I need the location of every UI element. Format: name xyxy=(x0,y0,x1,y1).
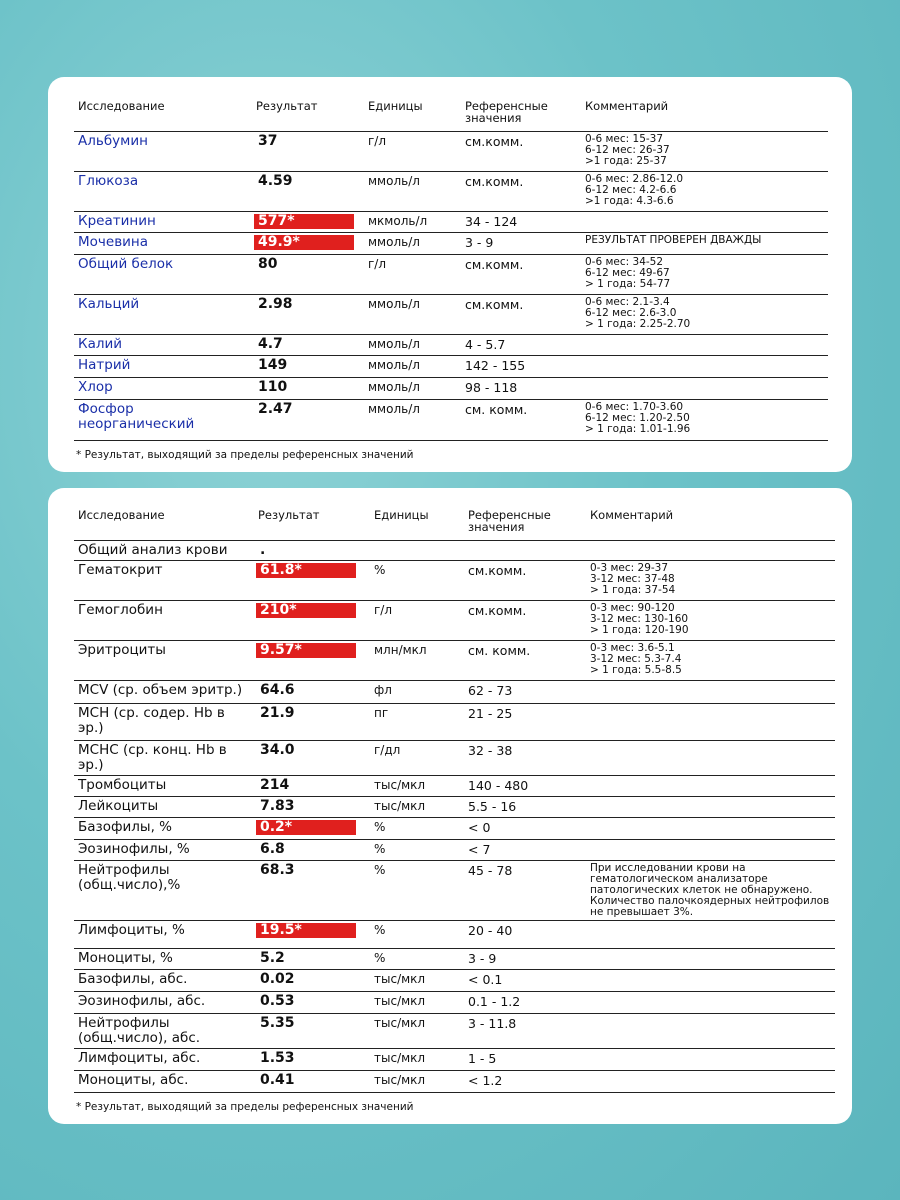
reference-range: см.комм. xyxy=(464,600,586,640)
biochemistry-table xyxy=(74,97,828,441)
result-value xyxy=(252,377,364,399)
reference-range: 98 - 118 xyxy=(461,377,581,399)
result-text: 7.83 xyxy=(260,797,295,814)
units: ммоль/л xyxy=(364,399,461,440)
test-name: Креатинин xyxy=(74,211,252,232)
header-ref: Референсные значения xyxy=(464,506,586,540)
result-text: 68.3 xyxy=(260,861,295,878)
result-text: 5.35 xyxy=(260,1014,295,1031)
result-value xyxy=(254,703,370,740)
units: ммоль/л xyxy=(364,334,461,355)
comment: 0-6 мес: 34-52 6-12 мес: 49-67 > 1 года: 54-77 xyxy=(581,254,828,294)
reference-range: 34 - 124 xyxy=(461,211,581,232)
comment xyxy=(586,969,835,991)
table-row xyxy=(74,560,835,600)
units: ммоль/л xyxy=(364,232,461,254)
test-name: Лейкоциты xyxy=(74,796,254,817)
units: мкмоль/л xyxy=(364,211,461,232)
table-row xyxy=(74,969,835,991)
reference-range: < 7 xyxy=(464,839,586,860)
result-text: 149 xyxy=(258,356,288,373)
flagged-result: 9.57* xyxy=(256,643,356,658)
reference-range: см.комм. xyxy=(461,171,581,211)
reference-range: < 0 xyxy=(464,817,586,839)
comment xyxy=(586,920,835,948)
reference-range: 3 - 11.8 xyxy=(464,1013,586,1048)
reference-range: см. комм. xyxy=(461,399,581,440)
table-row xyxy=(74,131,828,171)
flagged-result: 577* xyxy=(254,214,354,229)
table-row xyxy=(74,232,828,254)
table-row xyxy=(74,920,835,948)
header-units: Единицы xyxy=(364,97,461,131)
comment xyxy=(581,355,828,377)
comment xyxy=(586,839,835,860)
units: фл xyxy=(370,680,464,703)
comment xyxy=(586,540,835,560)
test-name: Натрий xyxy=(74,355,252,377)
result-value xyxy=(252,131,364,171)
comment: РЕЗУЛЬТАТ ПРОВЕРЕН ДВАЖДЫ xyxy=(581,232,828,254)
footnote: * Результат, выходящий за пределы референсных значений xyxy=(76,449,414,461)
comment xyxy=(586,703,835,740)
reference-range: 1 - 5 xyxy=(464,1048,586,1070)
units: г/л xyxy=(370,600,464,640)
units: тыс/мкл xyxy=(370,796,464,817)
test-name: Базофилы, абс. xyxy=(74,969,254,991)
reference-range: см. комм. xyxy=(464,640,586,680)
test-name: Моноциты, % xyxy=(74,948,254,969)
flagged-result: 19.5* xyxy=(256,923,356,938)
comment: 0-6 мес: 1.70-3.60 6-12 мес: 1.20-2.50 > 1 года: 1.01-1.96 xyxy=(581,399,828,440)
comment: 0-6 мес: 2.1-3.4 6-12 мес: 2.6-3.0 > 1 года: 2.25-2.70 xyxy=(581,294,828,334)
header-name: Исследование xyxy=(74,97,252,131)
comment xyxy=(586,680,835,703)
test-name: Общий белок xyxy=(74,254,252,294)
test-name: Общий анализ крови xyxy=(74,540,254,560)
test-name: Моноциты, абс. xyxy=(74,1070,254,1092)
result-value xyxy=(252,294,364,334)
test-name: MCHC (ср. конц. Hb в эр.) xyxy=(74,740,254,775)
result-text: 0.53 xyxy=(260,992,295,1009)
reference-range: < 0.1 xyxy=(464,969,586,991)
result-value xyxy=(252,254,364,294)
units: ммоль/л xyxy=(364,171,461,211)
result-value xyxy=(252,211,364,232)
comment xyxy=(581,377,828,399)
test-name: Базофилы, % xyxy=(74,817,254,839)
table-header xyxy=(74,97,828,131)
table-row xyxy=(74,600,835,640)
test-name: MCH (ср. содер. Hb в эр.) xyxy=(74,703,254,740)
result-value xyxy=(252,334,364,355)
test-name: Нейтрофилы (общ.число),% xyxy=(74,860,254,920)
reference-range: 32 - 38 xyxy=(464,740,586,775)
result-value xyxy=(254,920,370,948)
result-value xyxy=(254,540,370,560)
test-name: Тромбоциты xyxy=(74,775,254,796)
table-row xyxy=(74,839,835,860)
units: % xyxy=(370,860,464,920)
units: тыс/мкл xyxy=(370,775,464,796)
units: млн/мкл xyxy=(370,640,464,680)
header-result: Результат xyxy=(252,97,364,131)
test-name: Калий xyxy=(74,334,252,355)
header-comment: Комментарий xyxy=(581,97,828,131)
reference-range: 20 - 40 xyxy=(464,920,586,948)
result-text: 2.47 xyxy=(258,400,293,417)
result-value xyxy=(254,969,370,991)
result-value xyxy=(254,680,370,703)
header-ref: Референсные значения xyxy=(461,97,581,131)
table-row xyxy=(74,171,828,211)
table-row xyxy=(74,377,828,399)
result-text: 2.98 xyxy=(258,295,293,312)
test-name: Хлор xyxy=(74,377,252,399)
reference-range: < 1.2 xyxy=(464,1070,586,1092)
result-text: 5.2 xyxy=(260,949,285,966)
table-row xyxy=(74,1048,835,1070)
table-row xyxy=(74,355,828,377)
result-text: 0.02 xyxy=(260,970,295,987)
table-row xyxy=(74,680,835,703)
table-row xyxy=(74,775,835,796)
result-text: 214 xyxy=(260,776,290,793)
result-value xyxy=(254,839,370,860)
test-name: Эозинофилы, абс. xyxy=(74,991,254,1013)
units: % xyxy=(370,920,464,948)
result-value xyxy=(252,171,364,211)
comment xyxy=(586,775,835,796)
comment xyxy=(586,1070,835,1092)
comment xyxy=(586,948,835,969)
table-row xyxy=(74,294,828,334)
table-row xyxy=(74,817,835,839)
comment: 0-3 мес: 29-37 3-12 мес: 37-48 > 1 года: 37-54 xyxy=(586,560,835,600)
reference-range: см.комм. xyxy=(461,294,581,334)
result-value xyxy=(254,948,370,969)
units: тыс/мкл xyxy=(370,1070,464,1092)
result-value xyxy=(254,1070,370,1092)
result-value xyxy=(254,860,370,920)
flagged-result: 49.9* xyxy=(254,235,354,250)
table-row xyxy=(74,254,828,294)
table-row xyxy=(74,740,835,775)
test-name: Эритроциты xyxy=(74,640,254,680)
comment xyxy=(581,211,828,232)
result-value xyxy=(252,355,364,377)
comment: 0-6 мес: 2.86-12.0 6-12 мес: 4.2-6.6 >1 года: 4.3-6.6 xyxy=(581,171,828,211)
comment xyxy=(581,334,828,355)
table-row xyxy=(74,796,835,817)
header-units: Единицы xyxy=(370,506,464,540)
units: тыс/мкл xyxy=(370,1048,464,1070)
comment xyxy=(586,740,835,775)
table-row xyxy=(74,1070,835,1092)
table-row xyxy=(74,703,835,740)
reference-range: см.комм. xyxy=(461,131,581,171)
units: тыс/мкл xyxy=(370,969,464,991)
test-name: Глюкоза xyxy=(74,171,252,211)
units: ммоль/л xyxy=(364,294,461,334)
table-row xyxy=(74,991,835,1013)
units: % xyxy=(370,948,464,969)
blood-test-table xyxy=(74,506,835,1093)
biochemistry-card xyxy=(48,77,852,472)
reference-range: см.комм. xyxy=(461,254,581,294)
result-text: 0.41 xyxy=(260,1071,295,1088)
result-value xyxy=(254,1013,370,1048)
test-name: Мочевина xyxy=(74,232,252,254)
result-value xyxy=(254,600,370,640)
result-value xyxy=(254,991,370,1013)
result-value xyxy=(254,560,370,600)
reference-range: 0.1 - 1.2 xyxy=(464,991,586,1013)
reference-range: см.комм. xyxy=(464,560,586,600)
blood-test-card xyxy=(48,488,852,1124)
test-name: Альбумин xyxy=(74,131,252,171)
table-header xyxy=(74,506,835,540)
header-name: Исследование xyxy=(74,506,254,540)
comment xyxy=(586,1013,835,1048)
comment xyxy=(586,991,835,1013)
table-row xyxy=(74,334,828,355)
reference-range: 62 - 73 xyxy=(464,680,586,703)
units: тыс/мкл xyxy=(370,991,464,1013)
reference-range: 4 - 5.7 xyxy=(461,334,581,355)
test-name: Фосфор неорганический xyxy=(74,399,252,440)
result-value xyxy=(254,1048,370,1070)
test-name: Эозинофилы, % xyxy=(74,839,254,860)
test-name: Лимфоциты, % xyxy=(74,920,254,948)
reference-range: 3 - 9 xyxy=(464,948,586,969)
result-value xyxy=(254,740,370,775)
flagged-result: 0.2* xyxy=(256,820,356,835)
units: г/дл xyxy=(370,740,464,775)
comment xyxy=(586,817,835,839)
test-name: Кальций xyxy=(74,294,252,334)
units xyxy=(370,540,464,560)
table-row xyxy=(74,1013,835,1048)
table-row xyxy=(74,211,828,232)
reference-range: 142 - 155 xyxy=(461,355,581,377)
test-name: Гематокрит xyxy=(74,560,254,600)
flagged-result: 61.8* xyxy=(256,563,356,578)
result-value xyxy=(252,399,364,440)
footnote: * Результат, выходящий за пределы референсных значений xyxy=(76,1101,414,1113)
units: % xyxy=(370,839,464,860)
test-name: Лимфоциты, абс. xyxy=(74,1048,254,1070)
header-comment: Комментарий xyxy=(586,506,835,540)
comment: 0-3 мес: 90-120 3-12 мес: 130-160 > 1 года: 120-190 xyxy=(586,600,835,640)
units: г/л xyxy=(364,131,461,171)
header-result: Результат xyxy=(254,506,370,540)
units: % xyxy=(370,560,464,600)
test-name: MCV (ср. объем эритр.) xyxy=(74,680,254,703)
reference-range: 21 - 25 xyxy=(464,703,586,740)
result-text: 34.0 xyxy=(260,741,295,758)
result-text: . xyxy=(260,541,266,558)
result-value xyxy=(252,232,364,254)
reference-range: 3 - 9 xyxy=(461,232,581,254)
table-row xyxy=(74,640,835,680)
result-value xyxy=(254,796,370,817)
comment: При исследовании крови на гематологическом анализаторе патологических клеток не обнаружено. Количество палочкоядерных нейтрофилов не превышает 3%. xyxy=(586,860,835,920)
flagged-result: 210* xyxy=(256,603,356,618)
result-value xyxy=(254,775,370,796)
units: % xyxy=(370,817,464,839)
result-text: 4.7 xyxy=(258,335,283,352)
comment xyxy=(586,1048,835,1070)
comment xyxy=(586,796,835,817)
table-row xyxy=(74,860,835,920)
comment: 0-3 мес: 3.6-5.1 3-12 мес: 5.3-7.4 > 1 года: 5.5-8.5 xyxy=(586,640,835,680)
units: тыс/мкл xyxy=(370,1013,464,1048)
test-name: Нейтрофилы (общ.число), абс. xyxy=(74,1013,254,1048)
reference-range: 140 - 480 xyxy=(464,775,586,796)
units: г/л xyxy=(364,254,461,294)
result-text: 110 xyxy=(258,378,288,395)
result-text: 80 xyxy=(258,255,278,272)
reference-range xyxy=(464,540,586,560)
units: ммоль/л xyxy=(364,377,461,399)
reference-range: 45 - 78 xyxy=(464,860,586,920)
table-row xyxy=(74,540,835,560)
result-text: 1.53 xyxy=(260,1049,295,1066)
result-text: 21.9 xyxy=(260,704,295,721)
reference-range: 5.5 - 16 xyxy=(464,796,586,817)
table-row xyxy=(74,948,835,969)
test-name: Гемоглобин xyxy=(74,600,254,640)
result-text: 37 xyxy=(258,132,278,149)
comment: 0-6 мес: 15-37 6-12 мес: 26-37 >1 года: 25-37 xyxy=(581,131,828,171)
units: пг xyxy=(370,703,464,740)
table-row xyxy=(74,399,828,440)
result-text: 4.59 xyxy=(258,172,293,189)
result-text: 6.8 xyxy=(260,840,285,857)
result-value xyxy=(254,817,370,839)
result-value xyxy=(254,640,370,680)
result-text: 64.6 xyxy=(260,681,295,698)
units: ммоль/л xyxy=(364,355,461,377)
